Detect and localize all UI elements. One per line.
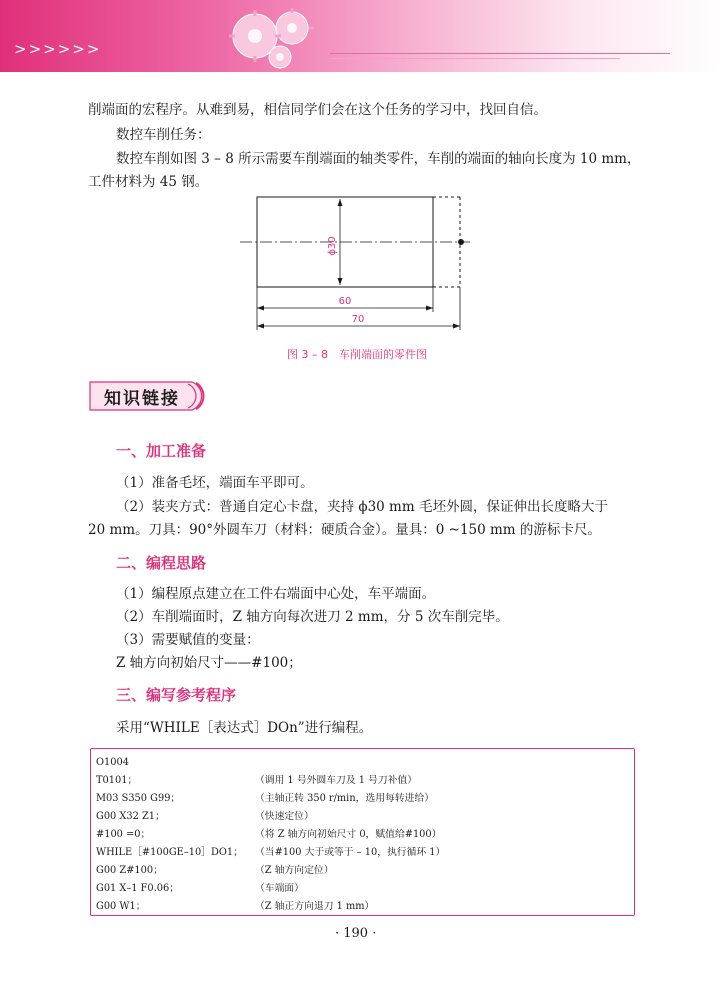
program-row-comment: （当#100 大于或等于 – 10，执行循环 1） xyxy=(255,847,446,858)
knowledge-link-title: 知识链接 xyxy=(104,389,180,409)
program-row-cmd: G01 X–1 F0.06； xyxy=(96,883,180,894)
program-row-comment: （主轴正转 350 r/min，选用每转进给） xyxy=(255,793,435,804)
part-drawing xyxy=(230,190,490,340)
program-row-comment: （Z 轴正方向退刀 1 mm） xyxy=(255,901,375,912)
header-chevrons: >>>>>> xyxy=(14,40,102,58)
program-row-comment: （将 Z 轴方向初始尺寸 0，赋值给#100） xyxy=(255,829,442,840)
gears-icon xyxy=(210,2,330,72)
body-line-4: 工件材料为 45 钢。 xyxy=(88,174,209,190)
header-rule-secondary xyxy=(330,58,620,59)
program-row-cmd: T0101； xyxy=(96,775,138,786)
figure-caption: 图 3 – 8 车削端面的零件图 xyxy=(287,348,427,361)
s1-p1: （1）准备毛坯，端面车平即可。 xyxy=(116,475,314,491)
program-row-comment: （快速定位） xyxy=(255,811,314,822)
s1-p2a: （2）装夹方式：普通自定心卡盘，夹持 ϕ30 mm 毛坯外圆，保证伸出长度略大于 xyxy=(116,499,608,515)
s2-p2: （2）车削端面时，Z 轴方向每次进刀 2 mm，分 5 次车削完毕。 xyxy=(116,609,509,625)
s2-p3: （3）需要赋值的变量： xyxy=(116,632,260,648)
program-row-comment: （Z 轴方向定位） xyxy=(255,865,334,876)
dim-70-label: 70 xyxy=(351,314,365,325)
program-row-comment: （车端面） xyxy=(255,883,304,894)
page-header-band xyxy=(0,0,721,72)
origin-point xyxy=(458,239,464,245)
program-row-cmd: #100 =0； xyxy=(96,829,151,840)
s3-p1: 采用“WHILE［表达式］DOn”进行编程。 xyxy=(116,720,373,736)
body-line-3: 数控车削如图 3 – 8 所示需要车削端面的轴类零件，车削的端面的轴向长度为 10 mm， xyxy=(116,151,641,167)
program-row-cmd: WHILE［#100GE–10］DO1； xyxy=(96,847,243,858)
s1-p2b: 20 mm。刀具：90°外圆车刀（材料：硬质合金）。量具：0 ~150 mm 的游标卡尺。 xyxy=(88,522,601,538)
body-line-1: 削端面的宏程序。从难到易，相信同学们会在这个任务的学习中，找回自信。 xyxy=(88,102,547,118)
section-3-title: 三、编写参考程序 xyxy=(116,686,237,704)
dim-60-label: 60 xyxy=(338,296,352,307)
page-number: · 190 · xyxy=(335,926,377,941)
program-row-cmd: G00 Z#100； xyxy=(96,865,163,876)
program-row-comment: （调用 1 号外圆车刀及 1 号刀补值） xyxy=(255,775,418,786)
program-row-cmd: O1004 xyxy=(96,757,129,768)
section-1-title: 一、加工准备 xyxy=(116,442,207,460)
program-row-cmd: G00 X32 Z1； xyxy=(96,811,165,822)
s2-p4: Z 轴方向初始尺寸——#100； xyxy=(116,655,302,671)
program-row-cmd: M03 S350 G99； xyxy=(96,793,181,804)
body-line-2: 数控车削任务： xyxy=(116,127,211,143)
s2-p1: （1）编程原点建立在工件右端面中心处，车平端面。 xyxy=(116,586,436,602)
diameter-label: ϕ30 xyxy=(327,236,338,256)
program-row-cmd: G00 W1； xyxy=(96,901,146,912)
header-rule xyxy=(330,53,670,54)
section-2-title: 二、编程思路 xyxy=(116,554,207,572)
